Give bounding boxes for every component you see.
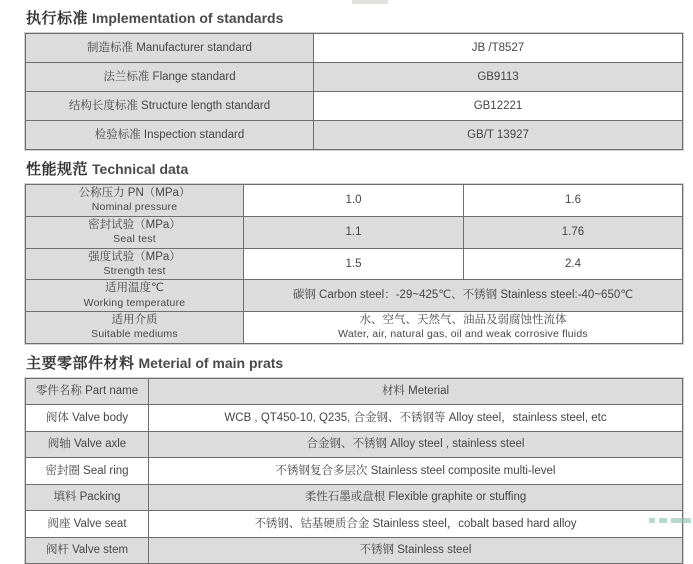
- table-cell: [26, 405, 149, 432]
- table-cell: [26, 431, 149, 458]
- table-row: [26, 431, 683, 458]
- table-cell: [26, 484, 149, 511]
- cell-text: 水、空气、天然气、油品及弱腐蚀性流体: [359, 314, 567, 326]
- cell-text: 结构长度标准 Structure length standard: [68, 99, 271, 112]
- cell-text: 公称压力 PN（MPa）: [78, 187, 191, 199]
- section-title-en: Meterial of main prats: [138, 354, 284, 371]
- cell-text: 密封试验（MPa）: [88, 218, 181, 231]
- cell-text: 阀座 Valve seat: [47, 517, 127, 530]
- cell-text: 不锈钢 Stainless steel: [359, 544, 472, 557]
- cell-text: 2.4: [565, 257, 581, 270]
- cell-text: 柔性石墨或盘根 Flexible graphite or stuffing: [304, 491, 527, 504]
- table-row: [26, 248, 683, 280]
- cell-text: 填料 Packing: [53, 491, 121, 504]
- table-row: [26, 511, 683, 538]
- table-row: [26, 280, 683, 312]
- table-row: [26, 63, 683, 92]
- section-main-part-materials: [25, 352, 682, 564]
- section-title: [26, 352, 682, 373]
- table-cell: [26, 185, 244, 217]
- cell-text: 1.6: [565, 194, 581, 207]
- table-cell: [149, 405, 683, 432]
- table-cell: [26, 34, 314, 63]
- section-technical-data: [25, 158, 682, 344]
- section-title-zh: 执行标准: [26, 10, 89, 27]
- cell-subtext: Seal test: [113, 233, 156, 246]
- table-cell: [314, 121, 683, 150]
- cell-subtext: Water, air, natural gas, oil and weak corrosive fluids: [338, 328, 588, 341]
- cell-text: 1.0: [345, 194, 362, 207]
- table-cell: [464, 185, 683, 217]
- table-cell: [26, 378, 149, 405]
- table-row: [26, 484, 683, 511]
- cell-text: GB12221: [473, 99, 523, 112]
- materials-table: [25, 378, 683, 564]
- table-cell: [26, 458, 149, 485]
- cell-text: 不锈钢复合多层次 Stainless steel composite multi-level: [275, 464, 556, 477]
- table-cell: [149, 458, 683, 485]
- cell-text: 合金钢、不锈钢 Alloy steel , stainless steel: [306, 438, 525, 451]
- cell-text: JB /T8527: [471, 41, 525, 54]
- section-title-zh: 主要零部件材料: [26, 354, 135, 372]
- cell-text: GB/T 13927: [467, 128, 529, 141]
- section-title: [26, 7, 682, 28]
- section-title: [26, 158, 682, 179]
- cell-text: 检验标准 Inspection standard: [94, 128, 245, 141]
- table-cell: [26, 121, 314, 150]
- table-row: [26, 405, 683, 432]
- cell-text: 密封圈 Seal ring: [45, 464, 129, 477]
- cell-subtext: Nominal pressure: [91, 201, 178, 214]
- table-cell: [464, 248, 683, 280]
- table-row: [26, 185, 683, 217]
- table-cell: [244, 216, 464, 248]
- cell-text: 强度试验（MPa）: [88, 250, 181, 263]
- cell-text: WCB , QT450-10, Q235, 合金钢、不锈钢等 Alloy steel，stainless steel, etc: [224, 411, 607, 424]
- table-cell: [26, 216, 244, 248]
- table-row: [26, 121, 683, 150]
- standards-table: [25, 33, 683, 150]
- section-title-en: Technical data: [92, 161, 189, 177]
- table-cell: [26, 511, 149, 538]
- table-row: [26, 216, 683, 248]
- cell-text: 1.1: [345, 225, 362, 238]
- cell-text: 阀轴 Valve axle: [47, 438, 127, 451]
- table-cell: [26, 248, 244, 280]
- table-row: [26, 312, 683, 344]
- cell-subtext: Strength test: [103, 264, 166, 277]
- cell-subtext: Suitable mediums: [91, 328, 178, 341]
- table-row: [26, 34, 683, 63]
- cell-text: 法兰标准 Flange standard: [103, 70, 236, 83]
- table-row: [26, 92, 683, 121]
- table-cell: [26, 280, 244, 312]
- cropped-image-fragment: [352, 0, 388, 4]
- cell-text: 阀杆 Valve stem: [45, 544, 129, 557]
- cell-text: 材料 Meterial: [381, 385, 450, 398]
- table-row: [26, 378, 683, 405]
- section-title-zh: 性能规范: [26, 161, 89, 178]
- table-cell: [244, 185, 464, 217]
- table-cell: [149, 431, 683, 458]
- cell-subtext: Working temperature: [83, 296, 186, 309]
- cell-text: 适用介质: [111, 314, 158, 326]
- cell-text: GB9113: [477, 70, 519, 83]
- cell-text: 适用温度℃: [105, 282, 164, 295]
- section-implementation-standards: [25, 7, 682, 150]
- table-row: [26, 537, 683, 564]
- table-cell: [314, 63, 683, 92]
- table-cell: [314, 34, 683, 63]
- table-cell: [26, 312, 244, 344]
- cell-text: 碳钢 Carbon steel：-29~425℃、不锈钢 Stainless steel:-40~650℃: [292, 289, 634, 302]
- table-cell: [149, 484, 683, 511]
- table-row: [26, 458, 683, 485]
- table-cell: [244, 280, 683, 312]
- cell-text: 不锈钢、钴基硬质合金 Stainless steel，cobalt based hard alloy: [254, 517, 577, 530]
- cell-text: 1.5: [345, 257, 362, 270]
- table-cell: [149, 511, 683, 538]
- table-cell: [26, 537, 149, 564]
- table-cell: [149, 537, 683, 564]
- table-cell: [244, 312, 683, 344]
- table-cell: [26, 63, 314, 92]
- cell-text: 阀体 Valve body: [45, 411, 129, 424]
- table-cell: [244, 248, 464, 280]
- cell-text: 制造标准 Manufacturer standard: [87, 41, 252, 54]
- table-cell: [149, 378, 683, 405]
- cell-text: 1.76: [561, 225, 585, 238]
- cell-text: 零件名称 Part name: [35, 385, 139, 398]
- table-cell: [26, 92, 314, 121]
- technical-data-table: [25, 184, 683, 344]
- table-cell: [314, 92, 683, 121]
- section-title-en: Implementation of standards: [92, 10, 284, 26]
- cropped-watermark-fragment: [649, 518, 691, 523]
- table-cell: [464, 216, 683, 248]
